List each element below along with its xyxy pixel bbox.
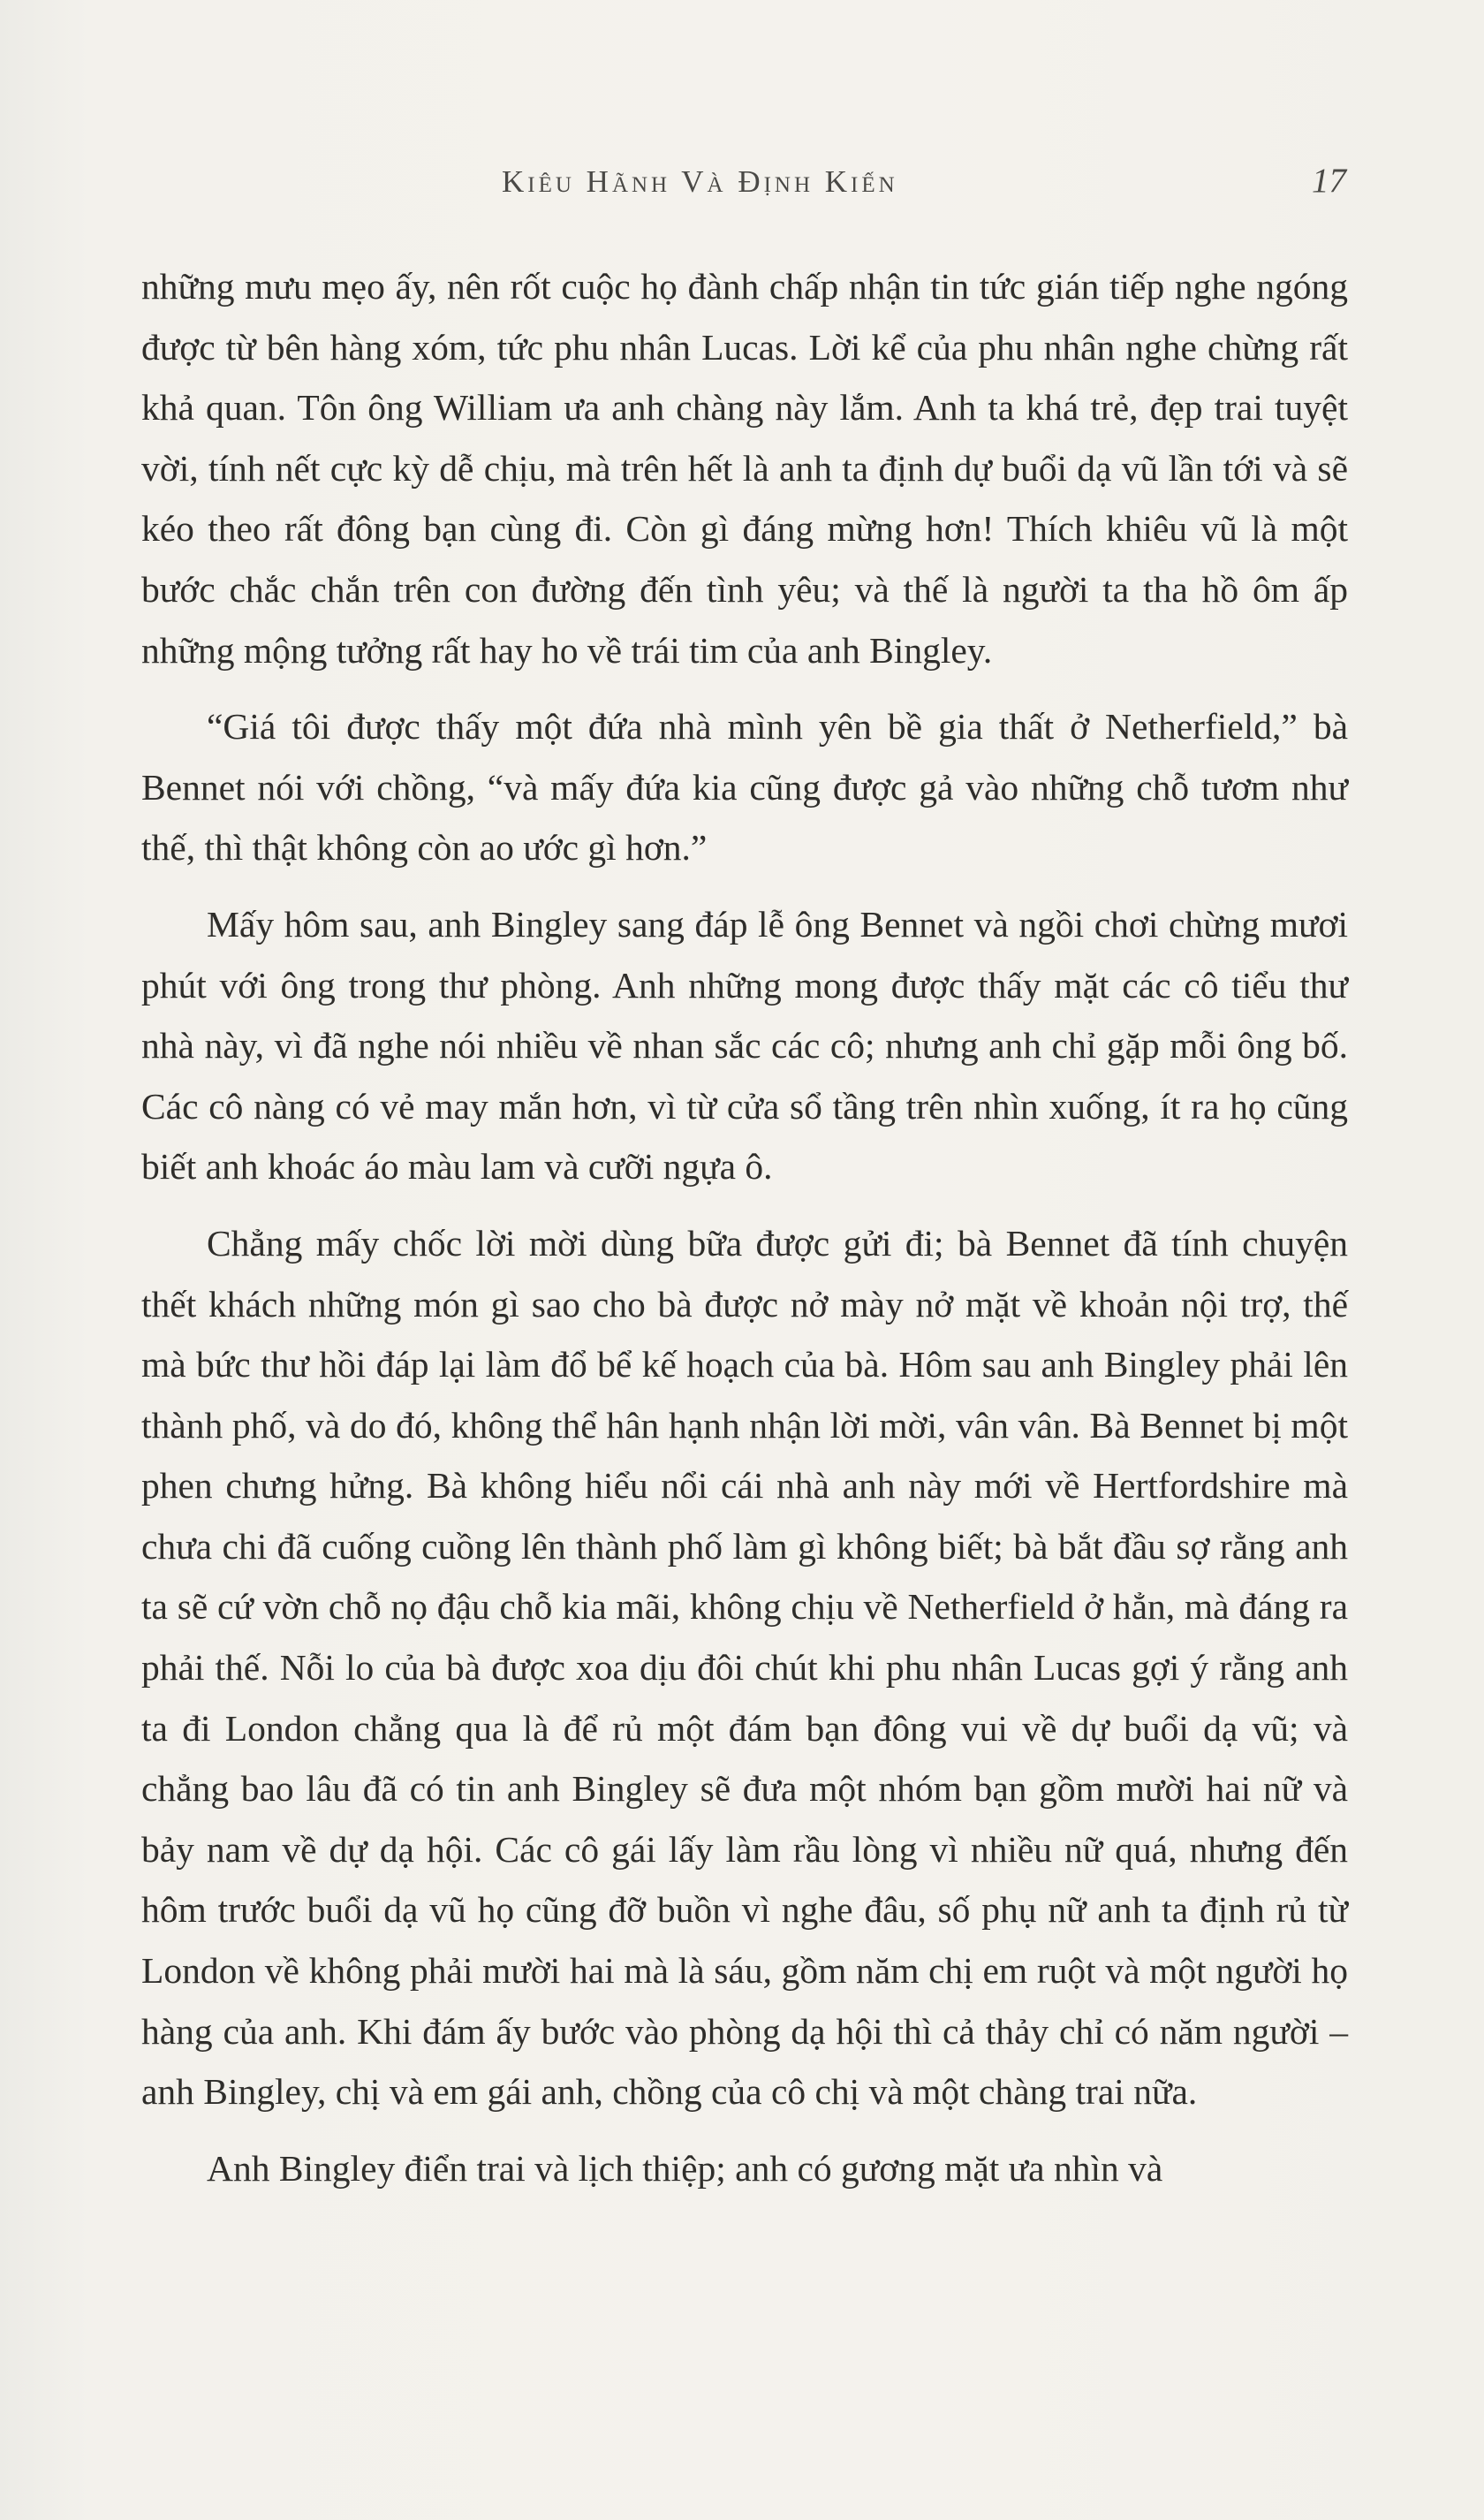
paragraph-1: những mưu mẹo ấy, nên rốt cuộc họ đành chấp nhận tin tức gián tiếp nghe ngóng được từ bên hàng xóm, tức phu nhân Lucas. Lời kể của phu nhân nghe chừng rất khả quan. Tôn ông William ưa anh chàng này lắm. Anh ta khá trẻ, đẹp trai tuyệt vời, tính nết cực kỳ dễ chịu, mà trên hết là anh ta định dự buổi dạ vũ lần tới và sẽ kéo theo rất đông bạn cùng đi. Còn gì đáng mừng hơn! Thích khiêu vũ là một bước chắc chắn trên con đường đến tình yêu; và thế là người ta tha hồ ôm ấp những mộng tưởng rất hay ho về trái tim của anh Bingley. bbox=[141, 266, 1348, 671]
book-title: Kiêu Hãnh Và Định Kiến bbox=[502, 164, 898, 199]
running-head bbox=[0, 157, 1484, 210]
paragraph-5: Anh Bingley điển trai và lịch thiệp; anh có gương mặt ưa nhìn và bbox=[207, 2147, 1163, 2189]
paragraph-2: “Giá tôi được thấy một đứa nhà mình yên bề gia thất ở Netherfield,” bà Bennet nói với chồng, “và mấy đứa kia cũng được gả vào những chỗ tươm như thế, thì thật không còn ao ước gì hơn.” bbox=[141, 706, 1348, 869]
page-number: 17 bbox=[1312, 162, 1346, 200]
paragraph-3: Mấy hôm sau, anh Bingley sang đáp lễ ông Bennet và ngồi chơi chừng mươi phút với ông trong thư phòng. Anh những mong được thấy mặt các cô tiểu thư nhà này, vì đã nghe nói nhiều về nhan sắc các cô; nhưng anh chỉ gặp mỗi ông bố. Các cô nàng có vẻ may mắn hơn, vì từ cửa sổ tầng trên nhìn xuống, ít ra họ cũng biết anh khoác áo màu lam và cưỡi ngựa ô. bbox=[141, 903, 1348, 1188]
body-text bbox=[141, 256, 1348, 2214]
paragraph-4: Chẳng mấy chốc lời mời dùng bữa được gửi đi; bà Bennet đã tính chuyện thết khách những món gì sao cho bà được nở mày nở mặt về khoản nội trợ, thế mà bức thư hồi đáp lại làm đổ bể kế hoạch của bà. Hôm sau anh Bingley phải lên thành phố, và do đó, không thể hân hạnh nhận lời mời, vân vân. Bà Bennet bị một phen chưng hửng. Bà không hiểu nổi cái nhà anh này mới về Hertfordshire mà chưa chi đã cuống cuồng lên thành phố làm gì không biết; bà bắt đầu sợ rằng anh ta sẽ cứ vờn chỗ nọ đậu chỗ kia mãi, không chịu về Netherfield ở hẳn, mà đáng ra phải thế. Nỗi lo của bà được xoa dịu đôi chút khi phu nhân Lucas gợi ý rằng anh ta đi London chẳng qua là để rủ một đám bạn đông vui về dự buổi dạ vũ; và chẳng bao lâu đã có tin anh Bingley sẽ đưa một nhóm bạn gồm mười hai nữ và bảy nam về dự dạ hội. Các cô gái lấy làm rầu lòng vì nhiều nữ quá, nhưng đến hôm trước buổi dạ vũ họ cũng đỡ buồn vì nghe đâu, số phụ nữ anh ta định rủ từ London về không phải mười hai mà là sáu, gồm năm chị em ruột và một người họ hàng của anh. Khi đám ấy bước vào phòng dạ hội thì cả thảy chỉ có năm người – anh Bingley, chị và em gái anh, chồng của cô chị và một chàng trai nữa. bbox=[141, 1222, 1348, 2113]
